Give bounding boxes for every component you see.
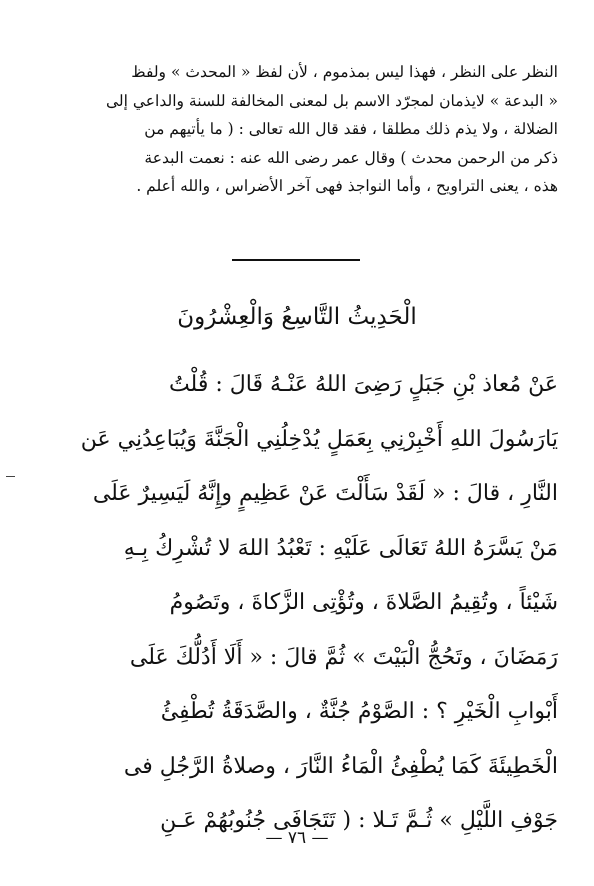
page-number: — ٧٦ —: [265, 828, 329, 848]
hadith-line: يَارَسُولَ اللهِ أَخْبِرْنِي بِعَمَلٍ يُدْخِلُنِي الْجَنَّةَ وَيُبَاعِدُنِي عَن: [80, 426, 558, 452]
hadith-line: عَنْ مُعاذ بْنِ جَبَلٍ رَضِىَ اللهُ عَنْـهُ قَالَ : قُلْتُ: [168, 372, 558, 397]
commentary-line: هذه ، يعنى التراويح ، وأما النواجذ فهى آخر الأضراس ، والله أعلم .: [136, 177, 558, 195]
hadith-line: النَّارِ ، قالَ : « لَقَدْ سَأَلْتَ عَنْ عَظِيمٍ وإِنَّهُ لَيَسِيرٌ عَلَى: [92, 481, 558, 506]
hadith-line: مَنْ يَسَّرَهُ اللهُ تَعَالَى عَلَيْهِ : تَعْبُدُ اللهَ لا تُشْرِكُ بِـهِ: [123, 535, 558, 561]
commentary-paragraph: [40, 58, 558, 201]
commentary-line: « البدعة » لايذمان لمجرّد الاسم بل لمعنى المخالفة للسنة والداعي إلى: [106, 91, 558, 110]
hadith-line: أَبْوابِ الْخَيْرِ ؟ : الصَّوْمُ جُنَّةٌ ، والصَّدَقَةُ تُطْفِئُ: [160, 699, 558, 724]
section-divider: [232, 259, 360, 261]
margin-mark: [6, 476, 15, 477]
hadith-line: رَمَضَانَ ، وتَحُجُّ الْبَيْتَ » ثُمَّ قالَ : « أَلَا أَدُلُّكَ عَلَى: [129, 644, 558, 670]
hadith-text: [40, 358, 558, 849]
hadith-line: جَوْفِ اللَّيْلِ » ثُـمَّ تَـلا : ( تَتَجَافَى جُنُوبُهُمْ عَـنِ: [160, 808, 558, 833]
commentary-line: الضلالة ، ولا يذم ذلك مطلقا ، فقد قال الله تعالى : ( ما يأتيهم من: [144, 120, 558, 138]
hadith-line: الْخَطِيئَةَ كَمَا يُطْفِئُ الْمَاءُ النَّارَ ، وصلاةُ الرَّجُلِ فى: [123, 753, 558, 779]
hadith-line: شَيْئاً ، وتُقِيمُ الصَّلاةَ ، وتُؤْتِى الزَّكاةَ ، وتَصُومُ: [169, 590, 558, 615]
commentary-line: ذكر من الرحمن محدث ) وقال عمر رضى الله عنه : نعمت البدعة: [144, 148, 558, 167]
commentary-line: النظر على النظر ، فهذا ليس بمذموم ، لأن لفظ « المحدث » ولفظ: [131, 63, 558, 81]
hadith-heading: الْحَدِيثُ التَّاسِعُ وَالْعِشْرُونَ: [177, 304, 417, 330]
